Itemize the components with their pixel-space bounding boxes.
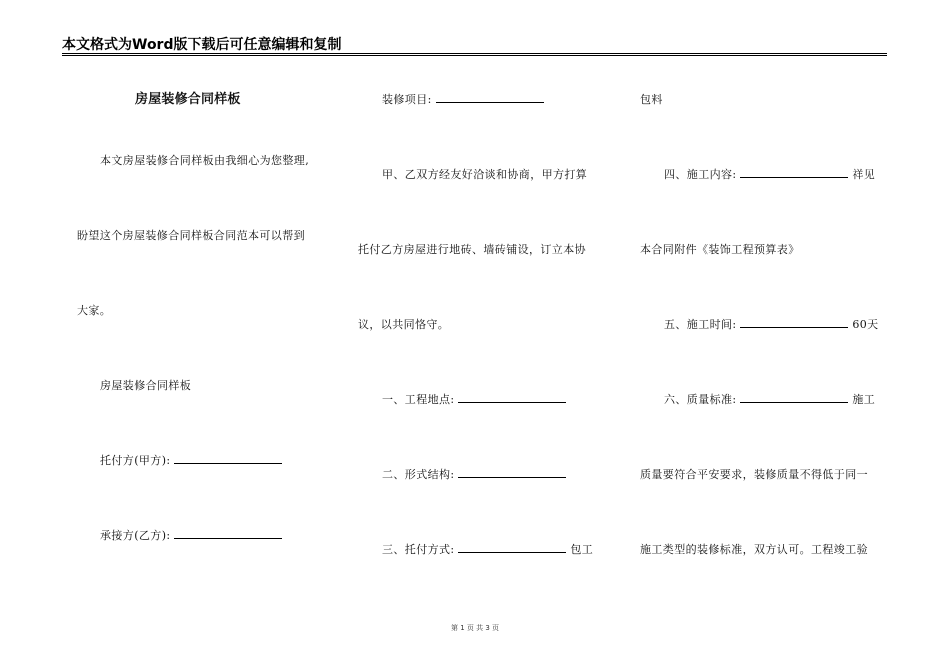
para-line-2: 托付乙方房屋进行地砖、墙砖铺设，订立本协 xyxy=(358,243,586,256)
para-line-1: 甲、乙双方经友好洽谈和协商，甲方打算 xyxy=(382,168,588,181)
item-2-line xyxy=(382,468,566,482)
right-line-1: 包料 xyxy=(640,93,663,106)
item-3-label: 三、托付方式: xyxy=(382,543,455,556)
right-line-7: 施工类型的装修标准，双方认可。工程竣工验 xyxy=(640,543,868,556)
item-6-blank xyxy=(740,393,848,403)
party-a-line xyxy=(100,454,282,468)
page-indicator: 第 1 页 共 3 页 xyxy=(450,624,500,632)
header-rule-secondary xyxy=(62,55,887,56)
item-2-label: 二、形式结构: xyxy=(382,468,455,481)
project-label: 装修项目: xyxy=(382,93,432,106)
item-6-label: 六、质量标准: xyxy=(664,393,737,406)
item-5-line xyxy=(664,318,879,332)
item-4-label: 四、施工内容: xyxy=(664,168,737,181)
item-6-suffix: 施工 xyxy=(852,393,876,406)
header-rule xyxy=(62,53,887,54)
right-line-6: 质量要符合平安要求，装修质量不得低于同一 xyxy=(640,468,868,481)
item-3-blank xyxy=(458,543,566,553)
item-5-blank xyxy=(740,318,848,328)
item-4-blank xyxy=(740,168,848,178)
party-b-blank xyxy=(174,529,282,539)
item-3-line xyxy=(382,543,593,557)
intro-line-3: 大家。 xyxy=(77,304,112,317)
contract-subtitle: 房屋装修合同样板 xyxy=(100,379,192,392)
document-title: 房屋装修合同样板 xyxy=(135,92,241,107)
party-a-label: 托付方(甲方): xyxy=(100,454,171,467)
project-line xyxy=(382,93,544,107)
item-2-blank xyxy=(458,468,566,478)
item-1-blank xyxy=(458,393,566,403)
party-b-line xyxy=(100,529,282,543)
header-banner: 本文格式为Word版下载后可任意编辑和复制 xyxy=(62,37,342,53)
item-1-label: 一、工程地点: xyxy=(382,393,455,406)
item-5-suffix: 60天 xyxy=(852,318,879,331)
para-line-3: 议，以共同恪守。 xyxy=(358,318,450,331)
project-blank xyxy=(436,93,544,103)
item-5-label: 五、施工时间: xyxy=(664,318,737,331)
party-a-blank xyxy=(174,454,282,464)
right-line-3: 本合同附件《装饰工程预算表》 xyxy=(640,243,800,256)
item-3-suffix: 包工 xyxy=(570,543,594,556)
item-1-line xyxy=(382,393,566,407)
intro-line-1: 本文房屋装修合同样板由我细心为您整理, xyxy=(100,154,310,167)
item-4-suffix: 祥见 xyxy=(852,168,876,181)
party-b-label: 承接方(乙方): xyxy=(100,529,171,542)
item-6-line xyxy=(664,393,875,407)
intro-line-2: 盼望这个房屋装修合同样板合同范本可以帮到 xyxy=(77,229,305,242)
item-4-line xyxy=(664,168,875,182)
